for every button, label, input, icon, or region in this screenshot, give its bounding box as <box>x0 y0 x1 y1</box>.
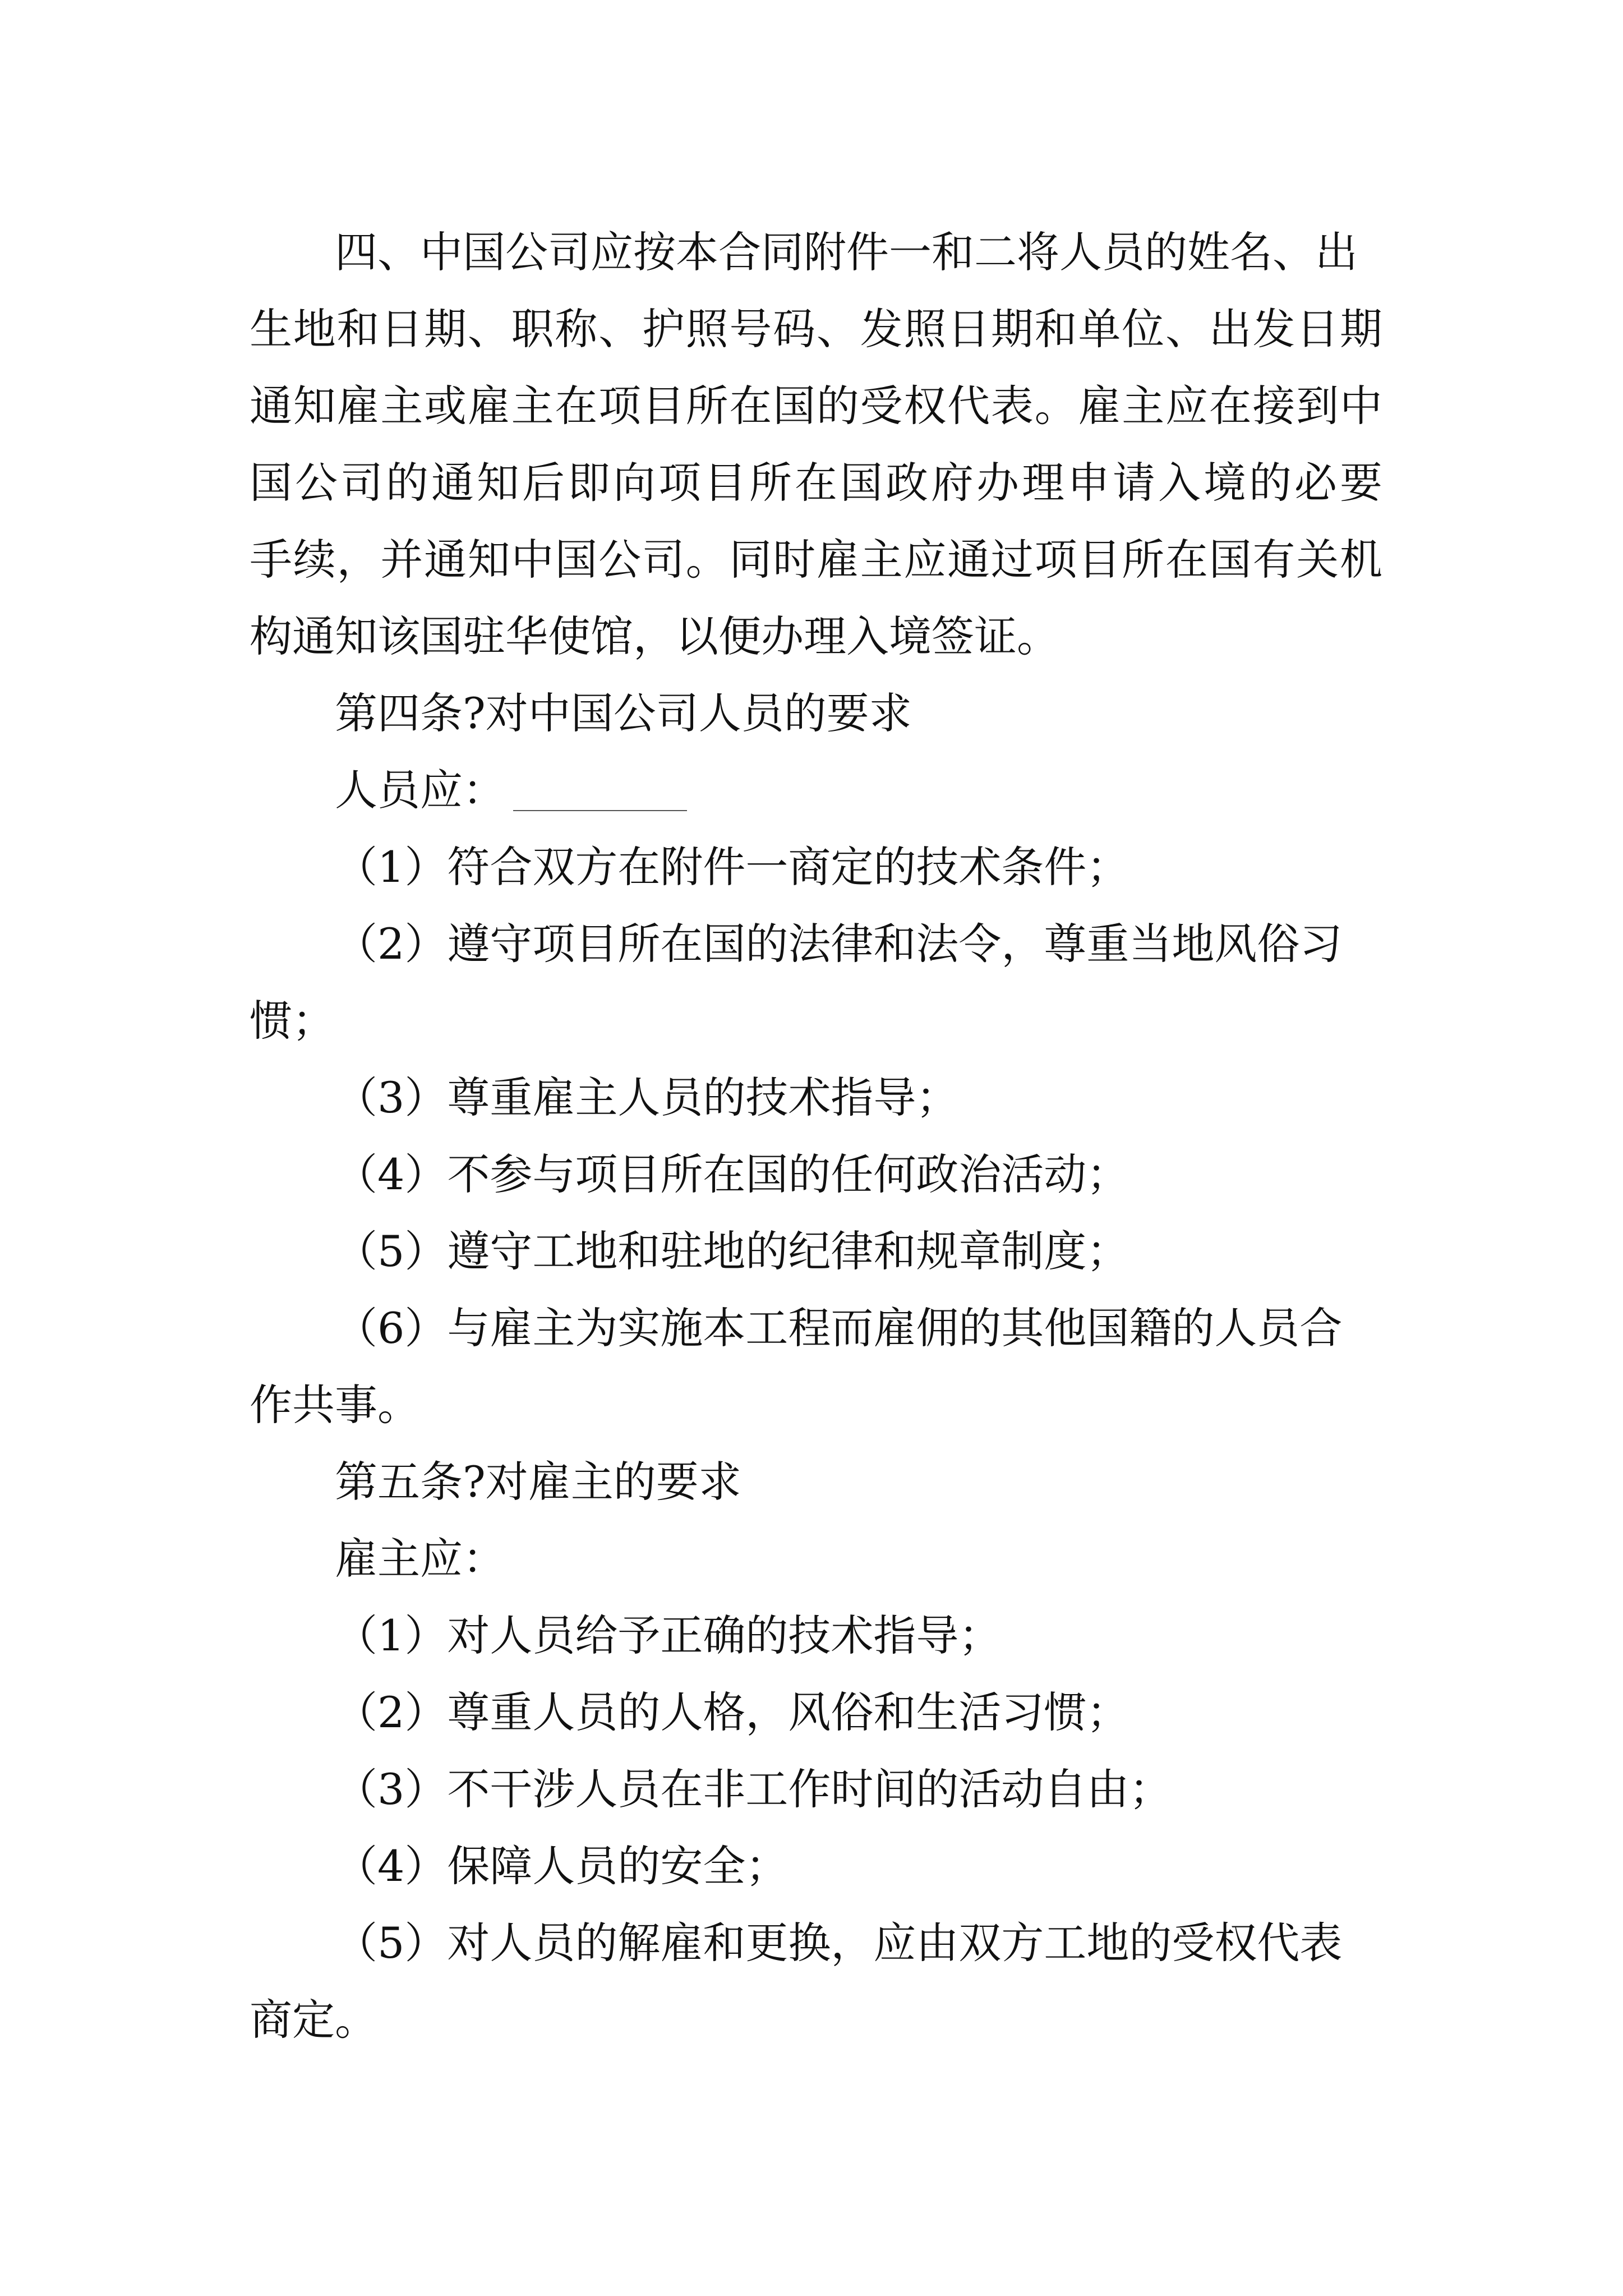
paragraph-4-line: 构通知该国驻华使馆，以便办理入境签证。 <box>250 611 1059 661</box>
article-4-item-continuation: 作共事。 <box>250 1380 420 1430</box>
article-5-item: （2）尊重人员的人格，风俗和生活习惯； <box>335 1687 1129 1737</box>
fill-in-blank-line <box>513 810 687 811</box>
article-4-intro <box>335 751 687 830</box>
article-4-item: （2）遵守项目所在国的法律和法令，尊重当地风俗习 <box>335 919 1343 969</box>
article-4-item: （5）遵守工地和驻地的纪律和规章制度； <box>335 1226 1129 1276</box>
article-5-item-continuation: 商定。 <box>250 1995 377 2045</box>
article-5-item: （5）对人员的解雇和更换，应由双方工地的受权代表 <box>335 1918 1343 1968</box>
paragraph-4-line: 手续，并通知中国公司。同时雇主应通过项目所在国有关机 <box>250 535 1382 585</box>
paragraph-4-line: 四、中国公司应按本合同附件一和二将人员的姓名、出 <box>335 227 1358 277</box>
paragraph-4-line: 国公司的通知后即向项目所在国政府办理申请入境的必要 <box>250 458 1382 508</box>
article-4-item: （6）与雇主为实施本工程而雇佣的其他国籍的人员合 <box>335 1303 1343 1353</box>
article-4-heading: 第四条?对中国公司人员的要求 <box>335 688 912 738</box>
article-5-heading: 第五条?对雇主的要求 <box>335 1457 741 1507</box>
article-4-item: （1）符合双方在附件一商定的技术条件； <box>335 842 1129 892</box>
article-4-item: （4）不参与项目所在国的任何政治活动； <box>335 1149 1129 1199</box>
paragraph-4-line: 通知雇主或雇主在项目所在国的受权代表。雇主应在接到中 <box>250 381 1382 431</box>
article-5-intro: 雇主应： <box>335 1534 505 1584</box>
article-5-item: （4）保障人员的安全； <box>335 1841 789 1891</box>
article-5-item: （3）不干涉人员在非工作时间的活动自由； <box>335 1764 1172 1814</box>
article-4-intro-text: 人员应： <box>335 765 505 815</box>
article-5-item: （1）对人员给予正确的技术指导； <box>335 1611 1002 1660</box>
article-4-item: （3）尊重雇主人员的技术指导； <box>335 1073 959 1122</box>
paragraph-4-line: 生地和日期、职称、护照号码、发照日期和单位、出发日期 <box>250 304 1382 354</box>
article-4-item-continuation: 惯； <box>250 996 335 1046</box>
